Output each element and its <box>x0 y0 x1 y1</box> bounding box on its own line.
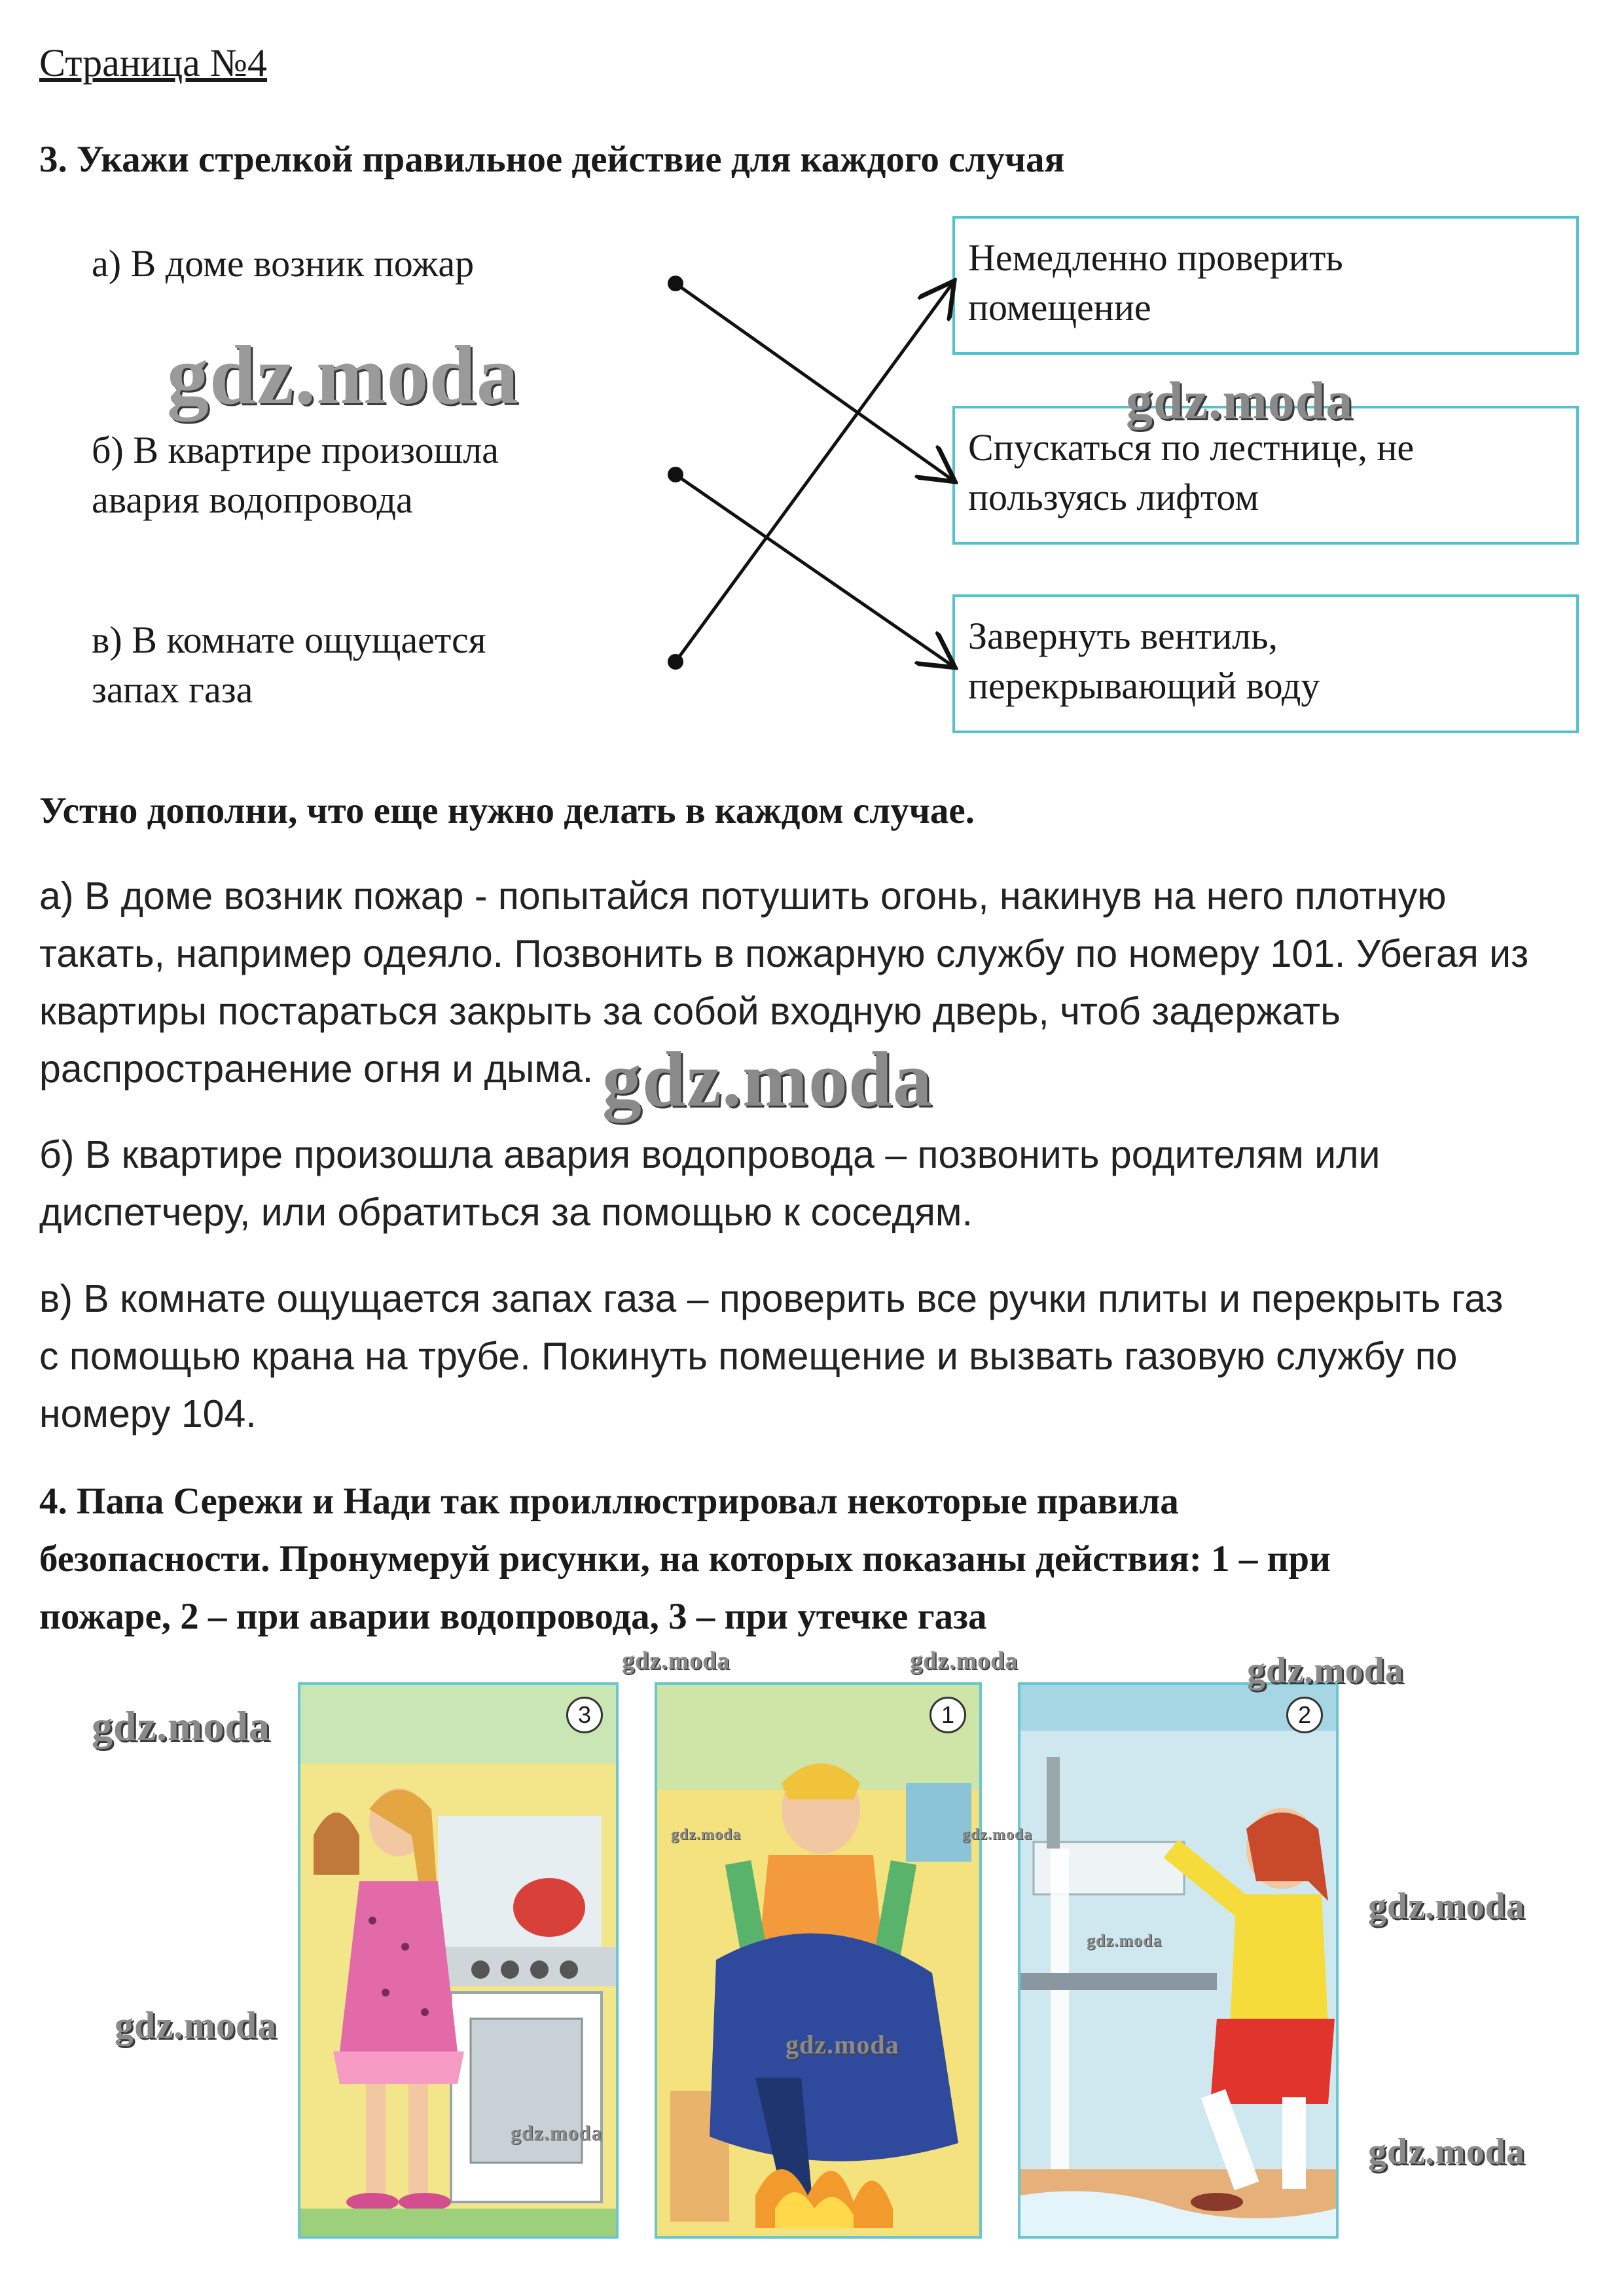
panel-number-badge: 3 <box>566 1697 603 1733</box>
task4-heading <box>39 1473 1331 1646</box>
oral-answer-c-line: номеру 104. <box>39 1392 257 1435</box>
oral-answer-c-line: в) В комнате ощущается запах газа – проверить все ручки плиты и перекрыть газ <box>39 1277 1504 1320</box>
watermark: gdz.moda <box>1087 1931 1163 1950</box>
page-title: Страница №4 <box>39 41 268 84</box>
answer-box-2-line2: пользуясь лифтом <box>968 476 1259 518</box>
watermark: gdz.moda <box>910 1647 1019 1674</box>
oral-answer-c-line: с помощью крана на трубе. Покинуть помещение и вызвать газовую службу по <box>39 1335 1458 1378</box>
answer-box-3-line2: перекрывающий воду <box>968 664 1320 707</box>
task4-heading-line: пожаре, 2 – при аварии водопровода, 3 – при утечке газа <box>39 1596 987 1637</box>
task4-heading-line: 4. Папа Сережи и Нади так проиллюстрировал некоторые правила <box>39 1481 1179 1522</box>
oral-answer-b-line: диспетчеру, или обратиться за помощью к соседям. <box>39 1191 973 1234</box>
answer-box-1-line2: помещение <box>968 286 1151 329</box>
watermark: gdz.moda <box>962 1826 1033 1843</box>
oral-answer-a-line: такать, например одеяло. Позвонить в пожарную службу по номеру 101. Убегая из <box>39 932 1529 975</box>
oral-answer-c <box>39 1270 1597 1443</box>
left-item-c-line2: запах газа <box>92 668 253 711</box>
illustration-fire <box>655 1682 982 2239</box>
arrow-c-to-1 <box>676 283 952 662</box>
panel-number-badge: 2 <box>1286 1697 1323 1733</box>
oral-answer-b <box>39 1126 1597 1241</box>
fire-scene <box>657 1685 979 2236</box>
watermark: gdz.moda <box>1368 1886 1525 1926</box>
oral-answer-b-line: б) В квартире произошла авария водопровода – позвонить родителям или <box>39 1133 1380 1176</box>
illustration-gas-leak <box>298 1682 619 2239</box>
watermark: gdz.moda <box>92 1703 270 1749</box>
gas-leak-scene <box>300 1685 616 2236</box>
watermark: gdz.moda <box>785 2030 899 2059</box>
oral-answer-a-line: распространение огня и дыма. <box>39 1047 594 1091</box>
oral-heading: Устно дополни, что еще нужно делать в каждом случае. <box>39 790 975 831</box>
answer-box-1-line1: Немедленно проверить <box>968 236 1343 279</box>
left-item-a-line1: а) В доме возник пожар <box>92 242 475 285</box>
watermark: gdz.moda <box>511 2121 603 2144</box>
watermark: gdz.moda <box>1368 2131 1525 2172</box>
watermark: gdz.moda <box>622 1647 731 1674</box>
left-item-c-line1: в) В комнате ощущается <box>92 619 486 661</box>
task3-heading: 3. Укажи стрелкой правильное действие для каждого случая <box>39 139 1065 180</box>
left-item-b-line2: авария водопровода <box>92 478 413 521</box>
oral-answer-a-line: квартиры постараться закрыть за собой входную дверь, чтоб задержать <box>39 990 1341 1033</box>
arrow-b-to-3 <box>676 475 952 666</box>
oral-answer-a-line: а) В доме возник пожар - попытайся потушить огонь, накинув на него плотную <box>39 875 1447 918</box>
answer-box-2-line1: Спускаться по лестнице, не <box>968 426 1415 469</box>
illustration-water-leak <box>1018 1682 1339 2239</box>
task4-heading-line: безопасности. Пронумеруй рисунки, на которых показаны действия: 1 – при <box>39 1538 1331 1580</box>
arrow-a-to-2 <box>676 283 952 480</box>
watermark: gdz.moda <box>1247 1650 1404 1691</box>
watermark: gdz.moda <box>167 329 519 422</box>
watermark: gdz.moda <box>602 1036 933 1123</box>
water-leak-scene <box>1020 1685 1336 2236</box>
answer-box-3-line1: Завернуть вентиль, <box>968 615 1278 657</box>
watermark: gdz.moda <box>115 2004 278 2046</box>
watermark: gdz.moda <box>1126 370 1354 430</box>
panel-number-badge: 1 <box>929 1697 966 1733</box>
left-item-b-line1: б) В квартире произошла <box>92 429 499 471</box>
watermark: gdz.moda <box>671 1826 742 1843</box>
